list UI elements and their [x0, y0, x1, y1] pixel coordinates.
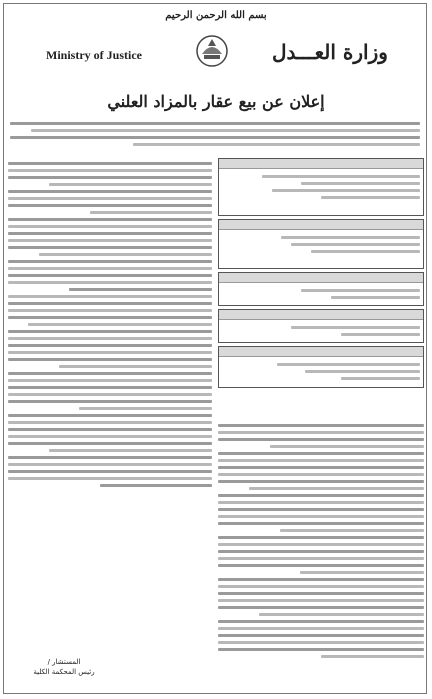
signature-name: رئيس المحكمة الكلية: [33, 668, 95, 676]
signature-block: [14, 656, 114, 678]
property-table: [218, 219, 424, 269]
property-table: [218, 158, 424, 216]
ministry-name-en: Ministry of Justice: [46, 48, 142, 62]
basmala: بسم الله الرحمن الرحيم: [165, 10, 267, 21]
property-tables-column: [218, 158, 424, 416]
signature-role: المستشار /: [47, 658, 81, 666]
conditions-column: [8, 158, 212, 558]
ministry-name-ar: وزارة العـــدل: [272, 40, 388, 64]
announcement-title: إعلان عن بيع عقار بالمزاد العلني: [107, 92, 325, 111]
property-table: [218, 272, 424, 306]
property-table: [218, 309, 424, 343]
property-table: [218, 346, 424, 388]
kuwait-emblem-icon: [194, 34, 230, 68]
property-description-section: [218, 420, 424, 688]
intro-paragraph: [10, 118, 420, 152]
